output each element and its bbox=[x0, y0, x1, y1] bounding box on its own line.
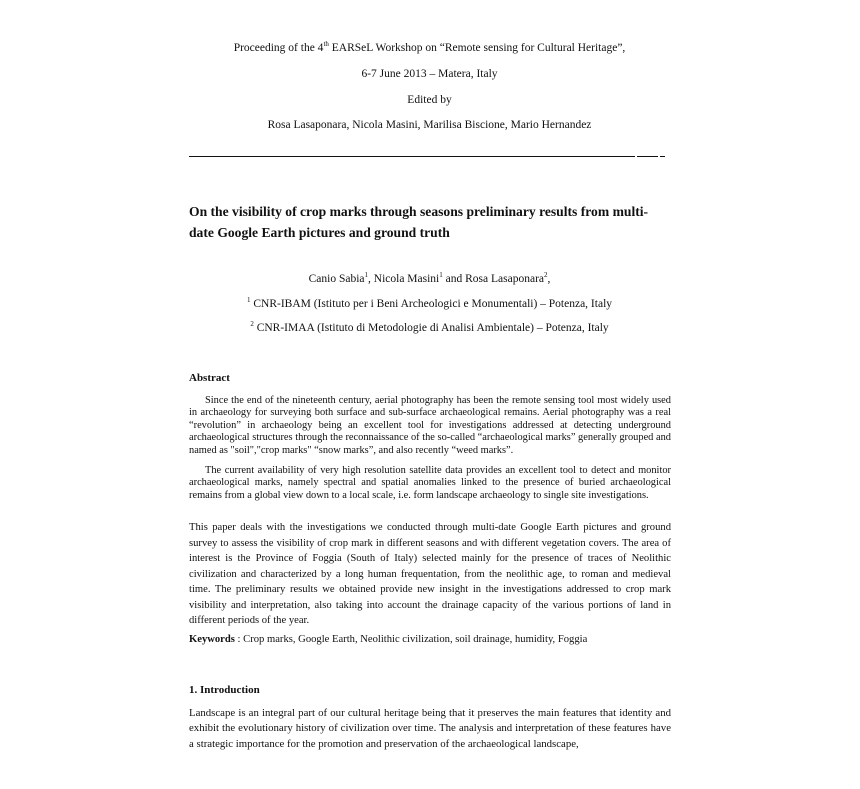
abstract-paragraph-3: This paper deals with the investigations we conducted through multi-date Google Earth pictures and ground survey to assess the visibility of crop mark in different seasons and with different vegetation covers. The area of interest is the Province of Foggia (South of Italy) selected mainly for the presence of traces of Neolithic civilization and characterized by a long human frequentation, from the neolithic age, to roman and medieval time. The preliminary results we obtained provide new insight in the investigations addressed to crop mark visibility and interpretation, also taking into account the drainage capacity of the various portions of land in different periods of the year. bbox=[189, 522, 671, 626]
abstract-paragraph-2: The current availability of very high resolution satellite data provides an excellent tool to detect and monitor archaeological marks, namely spectral and spatial anomalies linked to the presence of buried archaeological remains from a global view down to a local scale, i.e. form landscape archaeology to single site investigations. bbox=[189, 465, 671, 501]
affiliation-2: $^2$ CNR-IMAA (Istituto di Metodologie di Analisi Ambientale) – Potenza, Italy bbox=[250, 320, 609, 334]
affiliation-1: $^1$ CNR-IBAM (Istituto per i Beni Archeologici e Monumentali) – Potenza, Italy bbox=[246, 296, 613, 310]
edited-by: Edited by bbox=[407, 94, 452, 106]
header-rule bbox=[189, 156, 635, 157]
paper-title: On the visibility of crop marks through seasons preliminary results from multi-date Google Earth pictures and ground truth bbox=[189, 204, 649, 240]
keywords-line bbox=[189, 634, 671, 646]
introduction-paragraph-1: Landscape is an integral part of our cultural heritage being that it preserves the main features that identity and exhibit the evolutionary history of civilization over time. The analysis and interpretation of these features have a strategic importance for the promotion and preservation of the archaeological landscape, bbox=[189, 707, 671, 750]
author: Rosa Lasaponara$^2$, bbox=[465, 271, 551, 285]
author: Nicola Masini$^1$ and bbox=[373, 271, 466, 285]
abstract-paragraph-1: Since the end of the nineteenth century, aerial photography has been the remote sensing tool most widely used in archaeology for surveying both surface and sub-surface archaeological remains. Aerial photography was a real “revolution” in archaeology being an excellent tool for investigations addressed at detecting underground archaeological structures through the reconnaissance of the so-called “archaeological marks” generally grouped and named as "soil","crop marks" “snow marks”, and also recently “weed marks”. bbox=[189, 395, 671, 456]
proceeding-superscript: th bbox=[323, 40, 329, 49]
authors-line bbox=[189, 272, 670, 286]
header-rule-segment bbox=[660, 156, 665, 157]
header-rule-segment bbox=[637, 156, 658, 157]
keywords-label: Keywords bbox=[189, 634, 235, 645]
proceeding-line bbox=[189, 41, 670, 55]
keywords-text: : Crop marks, Google Earth, Neolithic civilization, soil drainage, humidity, Foggia bbox=[234, 634, 588, 645]
introduction-heading: 1. Introduction bbox=[189, 684, 260, 696]
editors: Rosa Lasaponara, Nicola Masini, Marilisa Biscione, Mario Hernandez bbox=[267, 119, 592, 131]
abstract-heading: Abstract bbox=[189, 372, 230, 384]
date-place: 6-7 June 2013 – Matera, Italy bbox=[361, 68, 498, 80]
proceeding-prefix: Proceeding of the 4 bbox=[233, 42, 324, 54]
author: Canio Sabia$^1$, bbox=[308, 271, 374, 285]
proceeding-suffix: EARSeL Workshop on “Remote sensing for Cultural Heritage”, bbox=[328, 42, 626, 54]
